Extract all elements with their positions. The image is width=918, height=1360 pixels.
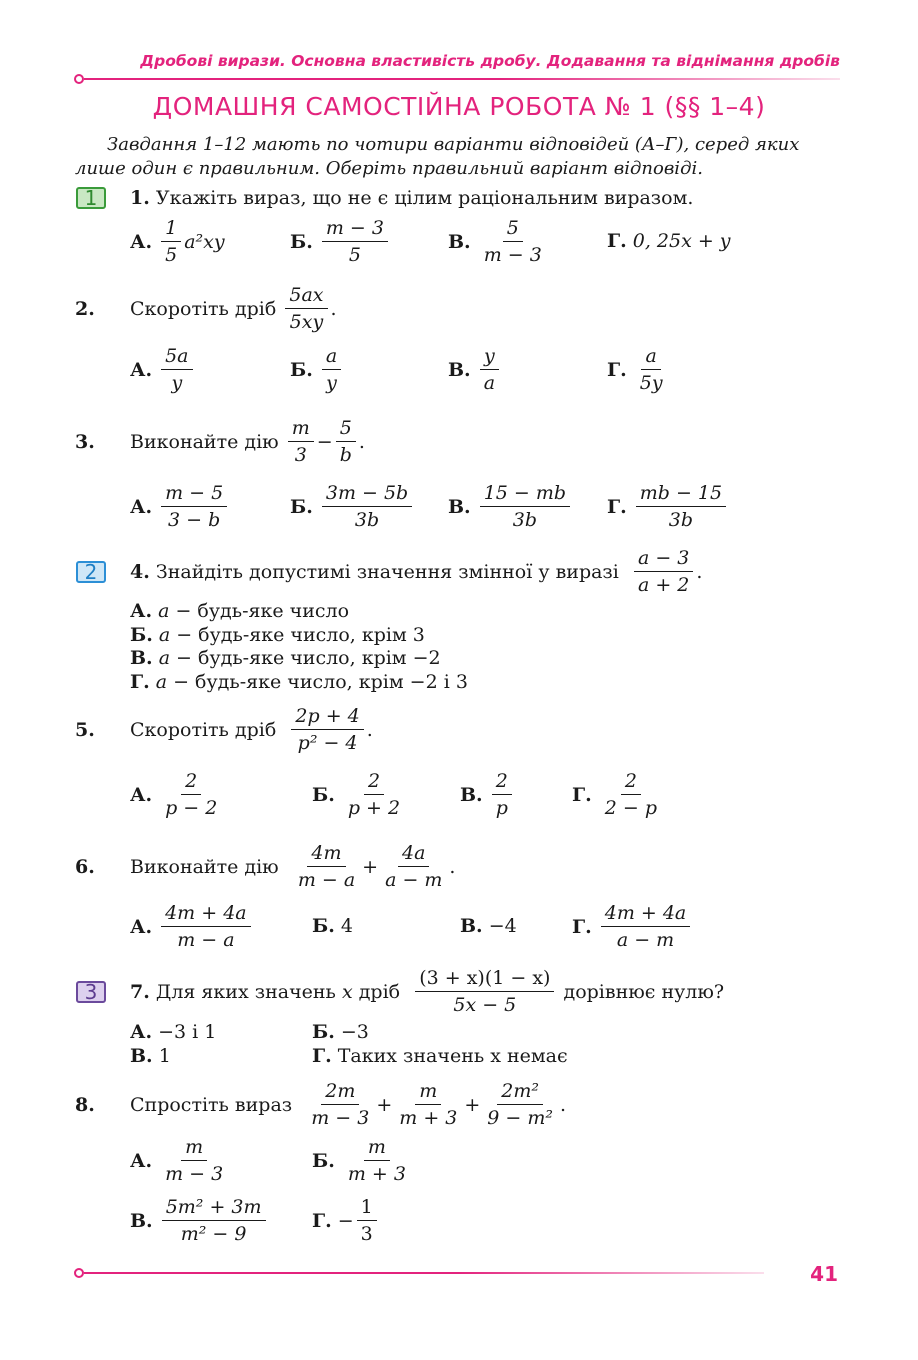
answer-g: Г. $\frac{a}{5y}$ (607, 343, 670, 396)
fraction: $\frac{5}{m - 3}$ (483, 217, 542, 266)
answer-a: А. −3 і 1 (130, 1021, 217, 1043)
footer-rule (84, 1272, 764, 1274)
answer-a (130, 215, 225, 268)
question-2: 2. Скоротіть дріб $\frac{5ax}{5xy}$ . (75, 284, 337, 333)
answer-b: Б. $\frac{2}{p + 2}$ (312, 768, 407, 821)
answer-label: А. (130, 230, 153, 253)
fraction: $\frac{m}{3}$ (288, 415, 314, 468)
page-title: ДОМАШНЯ САМОСТІЙНА РОБОТА № 1 (§§ 1–4) (152, 92, 766, 121)
fraction: $\frac{4m + 4a}{m - a}$ (161, 900, 251, 953)
answer-a: А. $\frac{m - 5}{3 - b}$ (130, 480, 230, 533)
question-1 (130, 186, 693, 210)
answer-c: В. $\frac{15 - mb}{3b}$ (448, 480, 573, 533)
answer-b: Б. $\frac{m}{m + 3}$ (312, 1134, 413, 1187)
fraction: $\frac{2}{p}$ (492, 768, 512, 821)
question-6: 6. Виконайте дію $\frac{4m}{m - a}$ + $\frac{4a}{a - m}$ . (75, 842, 456, 891)
answer-c: В. −4 (460, 915, 517, 937)
running-header: Дробові вирази. Основна властивість дробу. Додавання та віднімання дробів (140, 52, 840, 70)
question-text: Знайдіть допустимі значення змінної у виразі (155, 560, 619, 583)
fraction: $\frac{3m - 5b}{3b}$ (322, 480, 412, 533)
level-marker-1: 1 (76, 187, 106, 209)
question-text: Скоротіть дріб (130, 297, 277, 320)
fraction: $\frac{2}{p + 2}$ (347, 770, 401, 819)
fraction: $\frac{5}{b}$ (336, 415, 356, 468)
answer-c: В. a − будь-яке число, крім −2 (130, 647, 441, 669)
header-rule (84, 78, 840, 80)
fraction: $\frac{15 - mb}{3b}$ (480, 480, 570, 533)
fraction: $\frac{m}{m - 3}$ (165, 1136, 224, 1185)
answer-g: Г. Таких значень x немає (312, 1044, 568, 1067)
question-text: Виконайте дію (130, 430, 279, 453)
instructions: Завдання 1–12 мають по чотири варіанти відповідей (А–Г), серед яких лише один є правильним. Оберіть правильний варіант відповіді. (75, 134, 800, 179)
fraction: $\frac{4a}{a - m}$ (385, 842, 443, 891)
question-4: 4. Знайдіть допустимі значення змінної у виразі $\frac{a - 3}{a + 2}$ . (130, 547, 703, 596)
answer-list (130, 600, 468, 694)
level-marker-3: 3 (76, 981, 106, 1003)
fraction: $\frac{2p + 4}{\text{p² − 4}}$ (291, 703, 363, 756)
question-8: 8. Спростіть вираз $\frac{2m}{m - 3}$ + $\frac{m}{m + 3}$ + $\frac{\text{2m²}}{\text{9 − m²}}$ . (75, 1080, 567, 1129)
question-5: 5. Скоротіть дріб $\frac{2p + 4}{\text{p² − 4}}$ . (75, 705, 373, 754)
answer-a: А. $\frac{2}{p - 2}$ (130, 768, 224, 821)
answer-a: А. $\frac{m}{m - 3}$ (130, 1134, 230, 1187)
fraction: $\frac{4m + 4a}{a - m}$ (601, 900, 691, 953)
answer-g: Г. a − будь-яке число, крім −2 і 3 (130, 670, 468, 693)
fraction: $\frac{2}{2 - p}$ (604, 770, 657, 819)
answer-b: Б. 4 (312, 915, 353, 937)
answer-b (290, 215, 391, 268)
answer-g (607, 230, 731, 252)
answer-a: А. $\frac{5a}{y}$ (130, 343, 196, 396)
fraction: $\frac{a - 3}{a + 2}$ (634, 545, 693, 598)
expression: a²xy (184, 230, 225, 253)
fraction: $\frac{1}{3}$ (357, 1194, 377, 1247)
footer-rule-ring (74, 1268, 84, 1278)
fraction: $\frac{1}{5}$ (161, 215, 181, 268)
fraction: $\frac{m - 5}{3 - b}$ (161, 480, 227, 533)
fraction: $\frac{m}{m + 3}$ (347, 1136, 406, 1185)
answer-label: Г. (607, 230, 627, 252)
answer-c: В. $\frac{y}{a}$ (448, 343, 502, 396)
fraction: $\frac{m}{m + 3}$ (399, 1080, 458, 1129)
answer-b: Б. a − будь-яке число, крім 3 (130, 623, 425, 646)
fraction: $\frac{m - 3}{5}$ (322, 215, 388, 268)
page-number: 41 (810, 1262, 838, 1286)
answer-g: Г. − $\frac{1}{3}$ (312, 1194, 380, 1247)
fraction: $\frac{y}{a}$ (480, 343, 499, 396)
answer-c (448, 215, 549, 268)
question-7: 7. Для яких значень x дріб $\frac{(3 + x)(1 - x)}{5x - 5}$ дорівнює нулю? (130, 967, 725, 1016)
question-number: 1. (130, 187, 150, 209)
answer-c: В. 1 (130, 1044, 171, 1067)
header-rule-ring (74, 74, 84, 84)
answer-label: Б. (290, 230, 313, 253)
answer-c: В. $\frac{2}{p}$ (460, 768, 515, 821)
fraction: $\frac{2}{p - 2}$ (165, 770, 218, 819)
fraction: $\frac{\text{5m² + 3m}}{\text{m² − 9}}$ (162, 1194, 266, 1247)
question-3: 3. Виконайте дію $\frac{m}{3}$ − $\frac{5}{b}$ . (75, 417, 365, 466)
answer-a: А. a − будь-яке число (130, 600, 350, 622)
answer-label: В. (448, 230, 471, 253)
answer-g: Г. $\frac{mb - 15}{3b}$ (607, 480, 729, 533)
expression: 0, 25x + y (632, 230, 731, 252)
answer-b: Б. −3 (312, 1021, 369, 1043)
question-number: 2. (75, 297, 95, 320)
question-number: 4. (130, 560, 150, 583)
answer-g: Г. $\frac{2}{2 - p}$ (572, 768, 664, 821)
answer-grid (130, 1021, 730, 1068)
fraction: $\frac{a}{5y}$ (639, 345, 663, 394)
fraction: $\frac{5ax}{5xy}$ (285, 282, 327, 335)
fraction: $\frac{a}{y}$ (322, 343, 341, 396)
fraction: $\frac{mb - 15}{3b}$ (636, 480, 726, 533)
fraction: $\frac{\text{2m²}}{\text{9 − m²}}$ (487, 1080, 554, 1129)
answer-b: Б. $\frac{3m - 5b}{3b}$ (290, 480, 415, 533)
fraction: $\frac{5a}{y}$ (161, 343, 192, 396)
fraction: $\frac{(3 + x)(1 - x)}{5x - 5}$ (415, 965, 554, 1018)
answer-b: Б. $\frac{a}{y}$ (290, 343, 344, 396)
answer-c: В. $\frac{\text{5m² + 3m}}{\text{m² − 9}}$ (130, 1194, 269, 1247)
answer-a: А. $\frac{4m + 4a}{m - a}$ (130, 900, 254, 953)
level-marker-2: 2 (76, 561, 106, 583)
question-number: 3. (75, 430, 95, 453)
fraction: $\frac{2m}{m - 3}$ (311, 1080, 370, 1129)
fraction: $\frac{4m}{m - a}$ (297, 842, 356, 891)
answer-g: Г. $\frac{4m + 4a}{a - m}$ (572, 900, 693, 953)
question-text: Укажіть вираз, що не є цілим раціональним виразом. (155, 187, 694, 209)
